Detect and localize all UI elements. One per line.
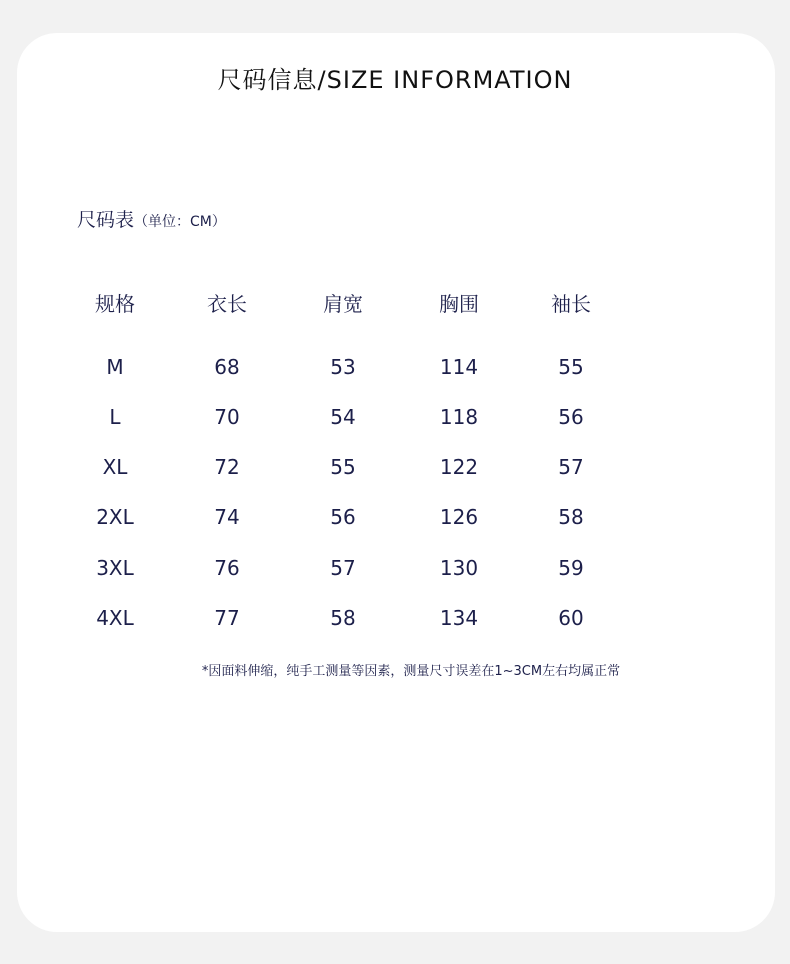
table-cell: 55	[558, 355, 584, 379]
table-cell: 74	[214, 505, 240, 529]
header-size: 规格	[95, 292, 135, 316]
size-card	[17, 33, 775, 932]
header-sleeve: 袖长	[551, 292, 591, 316]
table-cell: 76	[214, 556, 240, 580]
table-cell: 60	[558, 606, 584, 630]
table-cell: XL	[102, 455, 128, 479]
table-cell: L	[109, 405, 121, 429]
table-cell: 118	[439, 405, 479, 429]
table-cell: 68	[214, 355, 240, 379]
table-cell: 114	[439, 355, 479, 379]
measurement-note: *因面料伸缩，纯手工测量等因素，测量尺寸误差在1~3CM左右均属正常	[201, 664, 621, 679]
table-cell: 77	[214, 606, 240, 630]
table-cell: 72	[214, 455, 240, 479]
header-chest: 胸围	[439, 292, 479, 316]
table-cell: 70	[214, 405, 240, 429]
table-title-text: 尺码表	[77, 209, 135, 231]
table-cell: 4XL	[96, 606, 134, 630]
table-cell: 57	[558, 455, 584, 479]
table-unit: （单位：CM）	[134, 214, 226, 230]
table-cell: 57	[330, 556, 356, 580]
header-length: 衣长	[207, 292, 247, 316]
table-cell: 55	[330, 455, 356, 479]
table-cell: 130	[439, 556, 479, 580]
table-cell: 134	[439, 606, 479, 630]
table-cell: M	[106, 355, 124, 379]
table-cell: 122	[439, 455, 479, 479]
page-title: 尺码信息/SIZE INFORMATION	[217, 66, 573, 94]
table-cell: 59	[558, 556, 584, 580]
table-cell: 126	[439, 505, 479, 529]
table-cell: 3XL	[96, 556, 134, 580]
header-shoulder: 肩宽	[323, 292, 363, 316]
table-cell: 58	[330, 606, 356, 630]
table-cell: 56	[558, 405, 584, 429]
table-cell: 53	[330, 355, 356, 379]
table-title	[77, 205, 226, 232]
table-cell: 56	[330, 505, 356, 529]
table-cell: 58	[558, 505, 584, 529]
table-cell: 54	[330, 405, 356, 429]
table-cell: 2XL	[96, 505, 134, 529]
